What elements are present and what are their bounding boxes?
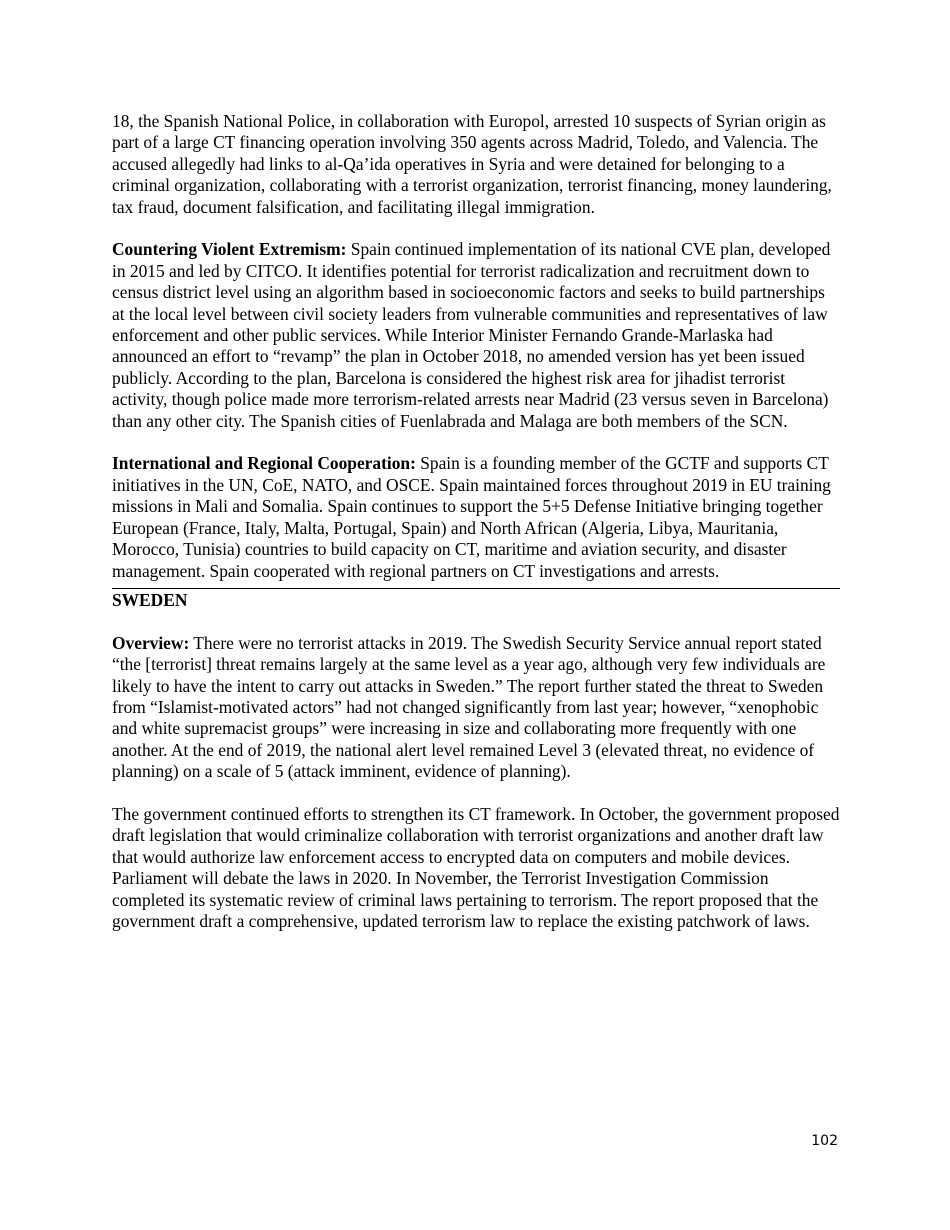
paragraph-text: Spain is a founding member of the GCTF and supports CT initiatives in the UN, CoE, NATO, and OSCE. Spain maintained forces throughout 2019 in EU training missions in Mali and Somalia. Spain continues to support the 5+5 Defense Initiative bringing together European (France, Italy, Malta, Portugal, Spain) and North African (Algeria, Libya, Mauritania, Morocco, Tunisia) countries to build capacity on CT, maritime and aviation security, and disaster management. Spain cooperated with regional partners on CT investigations and arrests. <box>112 453 831 581</box>
country-heading: SWEDEN <box>112 589 188 610</box>
section-divider <box>112 588 840 589</box>
section-lead: International and Regional Cooperation: <box>112 453 416 474</box>
paragraph-text: There were no terrorist attacks in 2019. The Swedish Security Service annual report stated “the [terrorist] threat remains largely at the same level as a year ago, although very few individuals are likely to have the intent to carry out attacks in Sweden.” The report further stated the threat to Sweden from “Islamist-motivated actors” had not changed significantly from last year; however, “xenophobic and white supremacist groups” were increasing in size and collaborating more frequently with one another. At the end of 2019, the national alert level remained Level 3 (elevated threat, no evidence of planning) on a scale of 5 (attack imminent, evidence of planning). <box>112 632 826 782</box>
paragraph-countering-violent-extremism <box>112 239 840 432</box>
section-lead: Overview: <box>112 632 190 653</box>
paragraph-text: 18, the Spanish National Police, in collaboration with Europol, arrested 10 suspects of Syrian origin as part of a large CT financing operation involving 350 agents across Madrid, Toledo, and Valencia. The accused allegedly had links to al-Qa’ida operatives in Syria and were detained for belonging to a criminal organization, collaborating with a terrorist organization, terrorist financing, money laundering, tax fraud, document falsification, and facilitating illegal immigration. <box>112 111 832 217</box>
paragraph-text: Spain continued implementation of its national CVE plan, developed in 2015 and led by CITCO. It identifies potential for terrorist radicalization and recruitment down to census district level using an algorithm based in socioeconomic factors and seeks to build partnerships at the local level between civil society leaders from vulnerable communities and representatives of law enforcement and other public services. While Interior Minister Fernando Grande-Marlaska had announced an effort to “revamp” the plan in October 2018, no amended version has yet been issued publicly. According to the plan, Barcelona is considered the highest risk area for jihadist terrorist activity, though police made more terrorism-related arrests near Madrid (23 versus seven in Barcelona) than any other city. The Spanish cities of Fuenlabrada and Malaga are both members of the SCN. <box>112 239 831 431</box>
page-number: 102 <box>811 1133 838 1149</box>
section-lead: Countering Violent Extremism: <box>112 239 347 260</box>
paragraph-text: The government continued efforts to strengthen its CT framework. In October, the government proposed draft legislation that would criminalize collaboration with terrorist organizations and another draft law that would authorize law enforcement access to encrypted data on computers and mobile devices. Parliament will debate the laws in 2020. In November, the Terrorist Investigation Commission completed its systematic review of criminal laws pertaining to terrorism. The report proposed that the government draft a comprehensive, updated terrorism law to replace the existing patchwork of laws. <box>112 803 840 931</box>
paragraph-international-cooperation <box>112 453 840 581</box>
paragraph-sweden-ct-framework <box>112 804 840 932</box>
page-body <box>112 111 840 954</box>
paragraph-spain-ct-financing <box>112 111 840 218</box>
paragraph-sweden-overview <box>112 633 840 783</box>
